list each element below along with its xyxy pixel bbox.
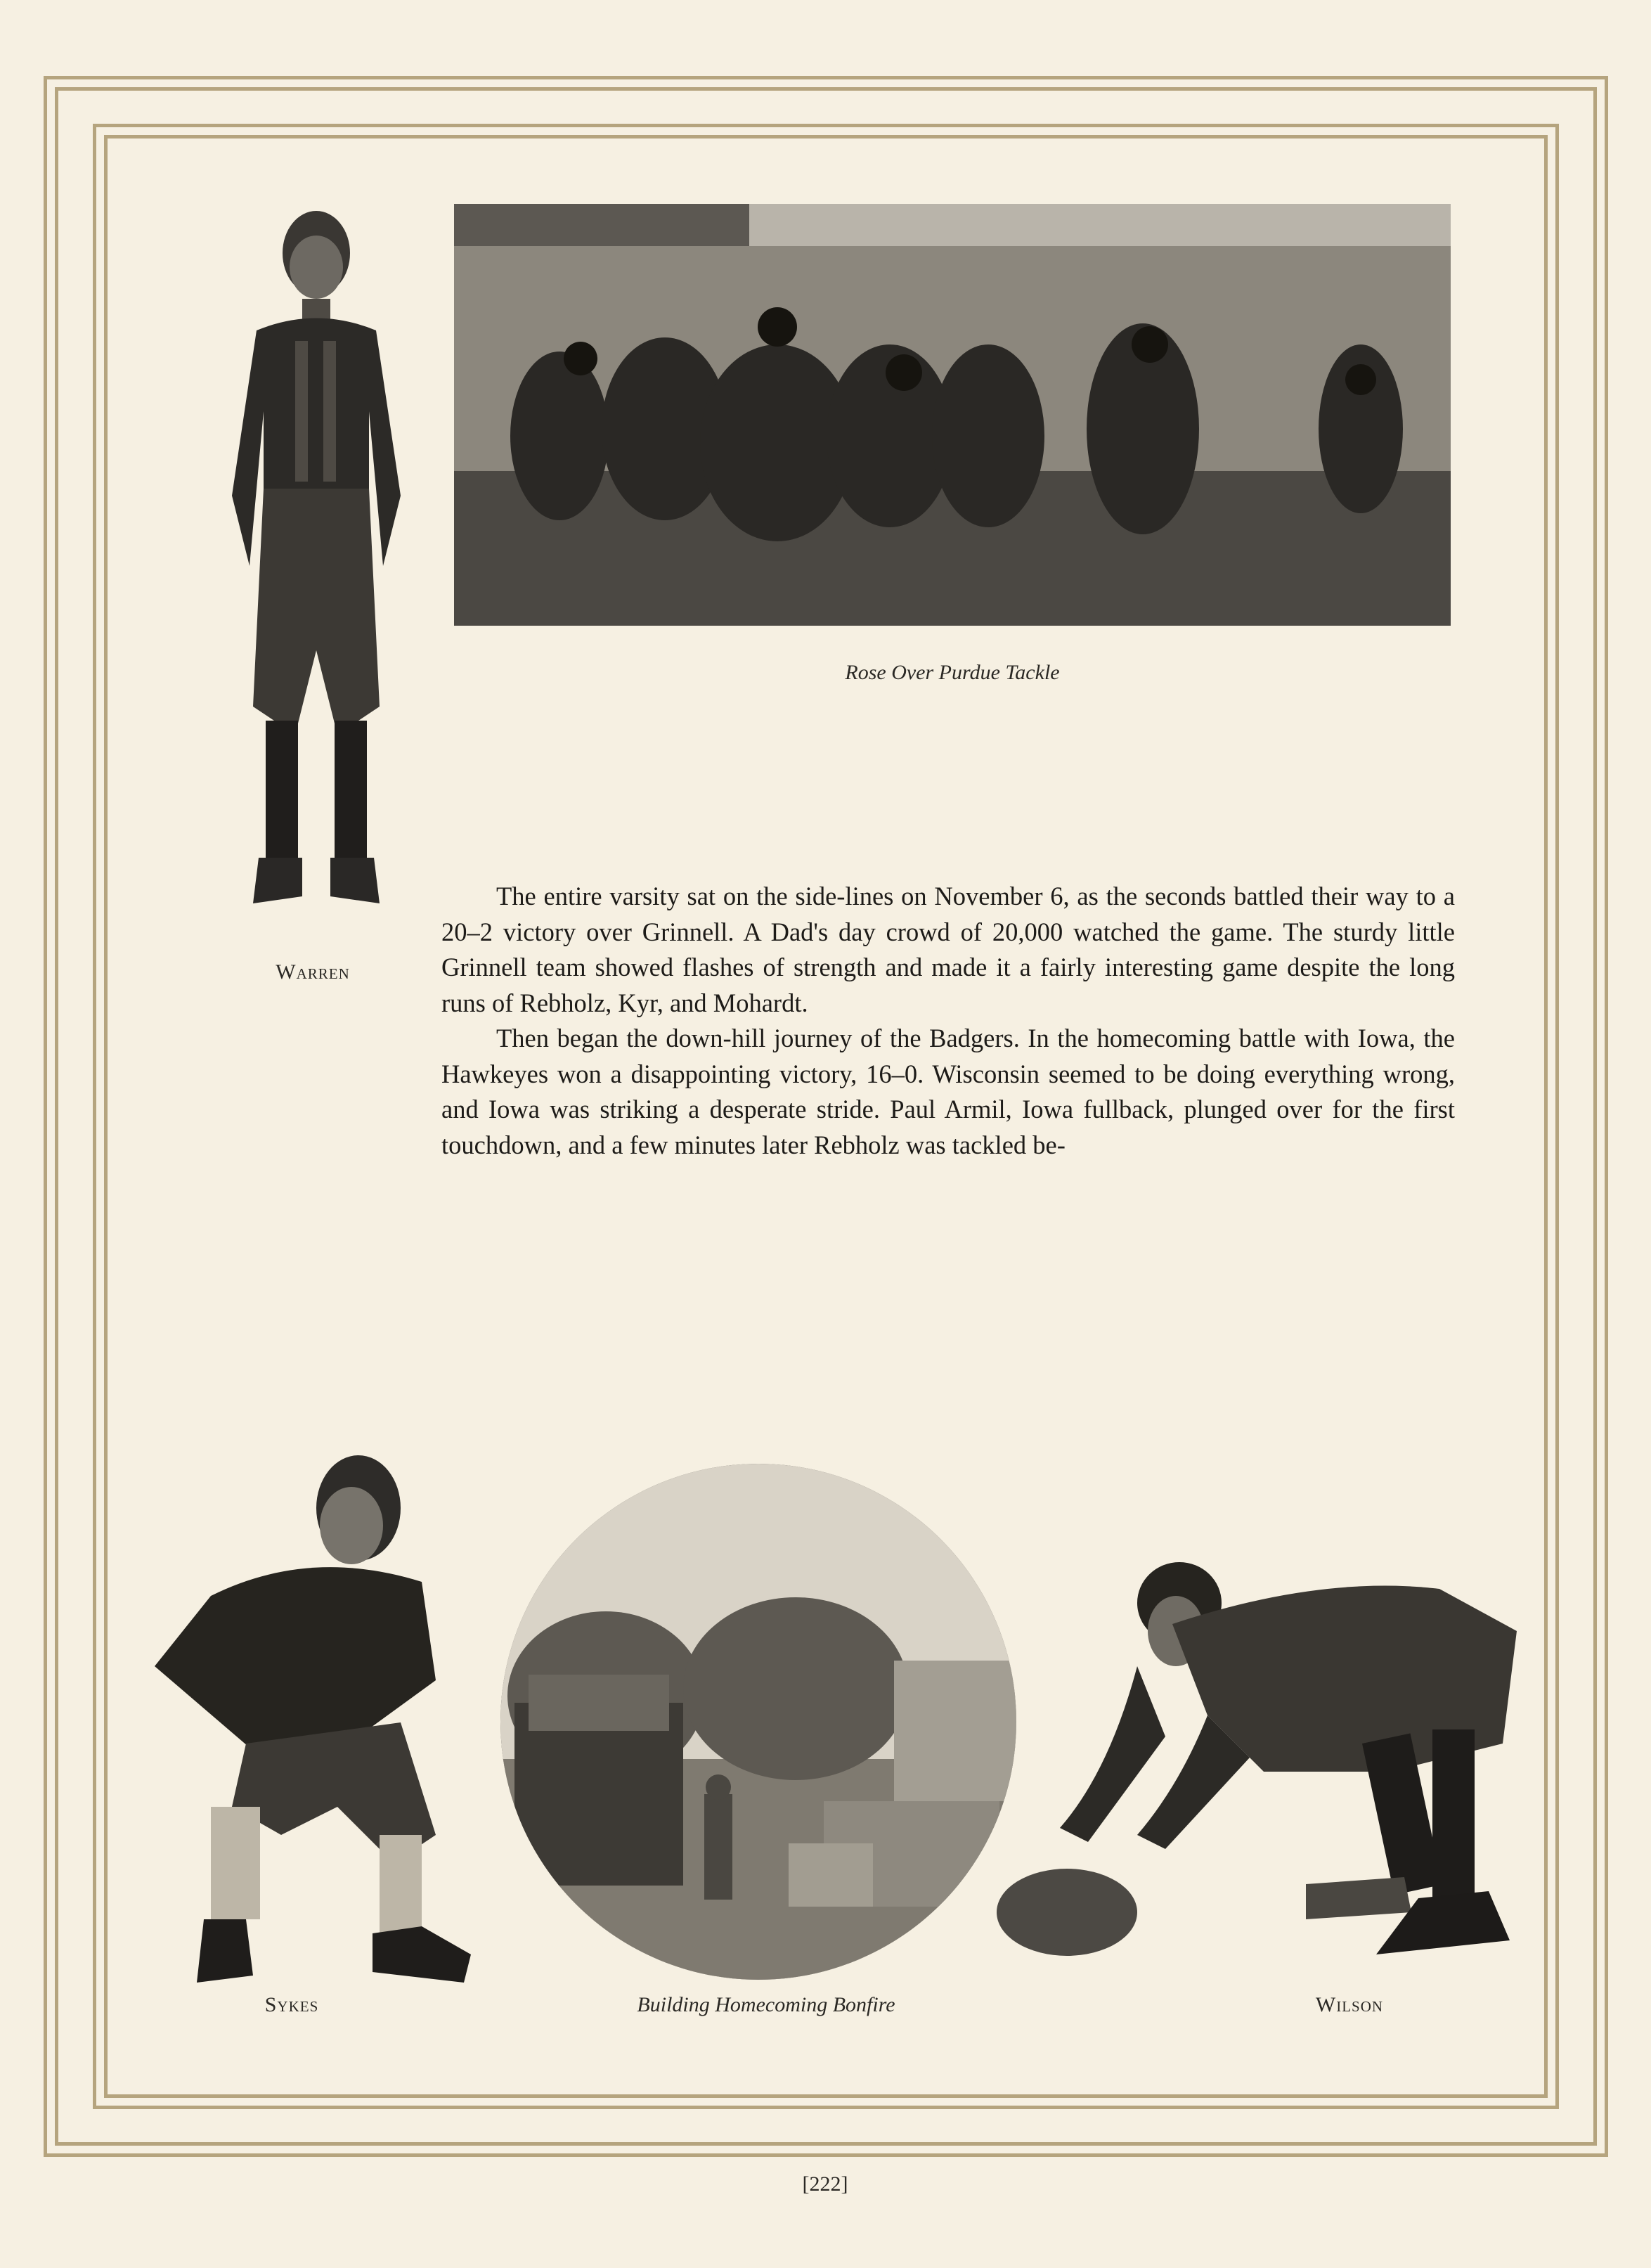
bonfire-photo: [500, 1464, 1016, 1980]
wilson-photo: [997, 1561, 1524, 1983]
warren-caption: Warren: [276, 960, 350, 984]
bonfire-caption: Building Homecoming Bonfire: [637, 1993, 895, 2016]
wilson-caption: Wilson: [1315, 1993, 1384, 2016]
page-number: [222]: [802, 2172, 848, 2196]
article-paragraph: Then began the down-hill journey of the Badgers. In the homecoming battle with Iowa, the Hawkeyes won a disappointing victory, 16–0. Wisconsin seemed to be doing everything wrong, and Iowa was striking a desperate stride. Paul Armil, Iowa fullback, plunged over for the first touchdown, and a few minutes later Rebholz was tackled be-: [441, 1024, 1455, 1159]
rose-tackle-photo: [454, 204, 1451, 626]
article-body: [441, 879, 1455, 1163]
sykes-caption: Sykes: [264, 1993, 319, 2016]
warren-photo: [197, 200, 436, 946]
rose-tackle-caption: Rose Over Purdue Tackle: [845, 661, 1060, 684]
sykes-photo: [127, 1441, 478, 1990]
article-paragraph: The entire varsity sat on the side-lines on November 6, as the seconds battled their way to a 20–2 victory over Grinnell. A Dad's day crowd of 20,000 watched the game. The sturdy little Grinnell team showed flashes of strength and made it a fairly interesting game despite the long runs of Rebholz, Kyr, and Mohardt.: [441, 882, 1455, 1017]
